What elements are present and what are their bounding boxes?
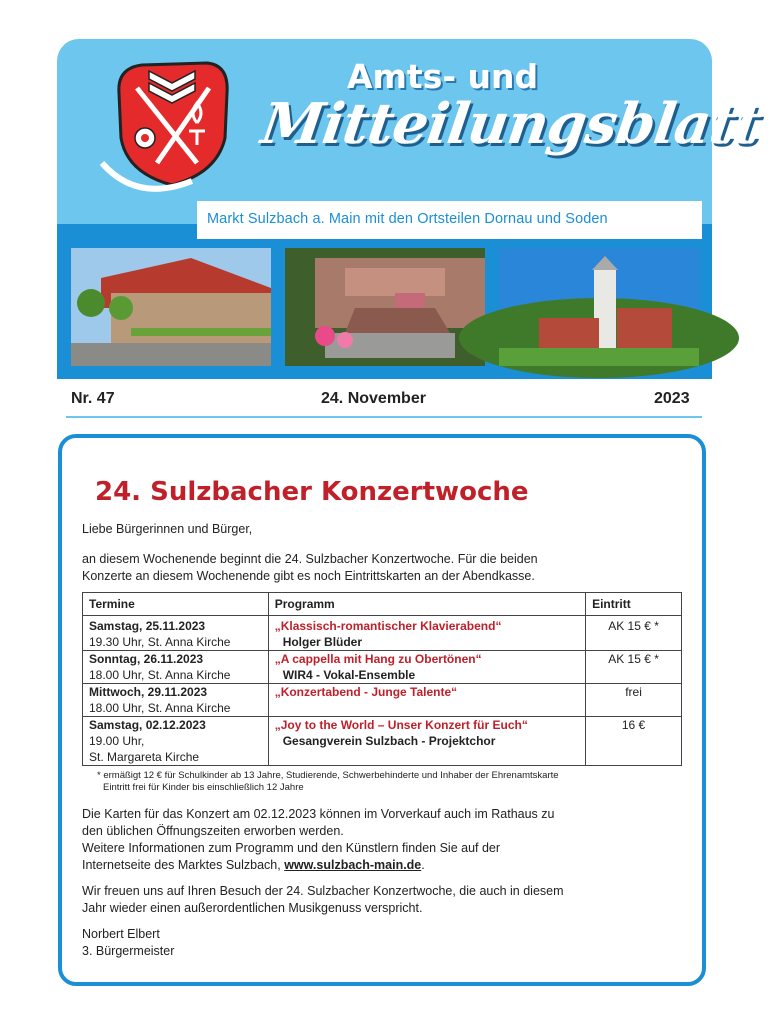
issue-year: 2023 [654, 390, 690, 407]
signature-role: 3. Bürgermeister [82, 944, 175, 958]
concert-date: Samstag, 25.11.2023 [89, 619, 206, 633]
para2-line-1: Die Karten für das Konzert am 02.12.2023 können im Vorverkauf auch im Rathaus zu [82, 807, 555, 821]
para2-line-2: den üblichen Öffnungszeiten erworben werden. [82, 824, 344, 838]
concert-program: „Konzertabend - Junge Talente“ [274, 685, 458, 699]
masthead-title-top: Amts- und [347, 57, 539, 96]
divider [66, 416, 702, 418]
concert-date: Sonntag, 26.11.2023 [89, 652, 204, 666]
concert-time: 18.00 Uhr, St. Anna Kirche [89, 668, 231, 682]
table-row [83, 684, 682, 717]
concert-artist: WIR4 - Vokal-Ensemble [282, 668, 416, 682]
issue-number: Nr. 47 [71, 390, 115, 407]
concert-place: St. Margareta Kirche [89, 750, 200, 764]
concert-price: frei [586, 684, 682, 717]
table-row [83, 616, 682, 651]
issue-date: 24. November [321, 390, 426, 407]
footnote-line-1: * ermäßigt 12 € für Schulkinder ab 13 Jahre, Studierende, Schwerbehinderte und Inhaber der Ehrenamtskarte [97, 770, 559, 781]
photo-town-wall [71, 248, 271, 366]
para3-line-2: Jahr wieder einen außerordentlichen Musikgenuss verspricht. [82, 901, 423, 915]
footnote-line-2: Eintritt frei für Kinder bis einschließlich 12 Jahre [103, 782, 304, 793]
column-header-eintritt: Eintritt [586, 593, 682, 616]
concert-artist: Gesangverein Sulzbach - Projektchor [282, 734, 496, 748]
concert-program: „Joy to the World – Unser Konzert für Euch“ [274, 718, 528, 732]
article-title: 24. Sulzbacher Konzertwoche [95, 477, 529, 507]
concert-program: „A cappella mit Hang zu Obertönen“ [274, 652, 482, 666]
concert-price: AK 15 € * [586, 651, 682, 684]
concert-price: AK 15 € * [586, 616, 682, 651]
para2-line-4: Internetseite des Marktes Sulzbach, www.sulzbach-main.de. [82, 858, 425, 872]
concert-time: 19.30 Uhr, St. Anna Kirche [89, 635, 231, 649]
intro-line-1: an diesem Wochenende beginnt die 24. Sulzbacher Konzertwoche. Für die beiden [82, 552, 538, 566]
table-row [83, 717, 682, 766]
concert-time: 18.00 Uhr, St. Anna Kirche [89, 701, 231, 715]
concert-date: Mittwoch, 29.11.2023 [89, 685, 208, 699]
signature-name: Norbert Elbert [82, 927, 160, 941]
concert-time: 19.00 Uhr, [89, 734, 145, 748]
concert-artist: Holger Blüder [282, 635, 363, 649]
concert-price: 16 € [586, 717, 682, 766]
intro-line-2: Konzerte an diesem Wochenende gibt es noch Eintrittskarten an der Abendkasse. [82, 569, 535, 583]
masthead [57, 39, 765, 379]
concert-date: Samstag, 02.12.2023 [89, 718, 206, 732]
column-header-termine: Termine [83, 593, 269, 616]
para2-line-3: Weitere Informationen zum Programm und den Künstlern finden Sie auf der [82, 841, 501, 855]
table-row [83, 651, 682, 684]
column-header-programm: Programm [268, 593, 585, 616]
greeting: Liebe Bürgerinnen und Bürger, [82, 522, 253, 536]
para3-line-1: Wir freuen uns auf Ihren Besuch der 24. Sulzbacher Konzertwoche, die auch in diesem [82, 884, 564, 898]
photo-church [499, 248, 699, 366]
concert-program: „Klassisch-romantischer Klavierabend“ [274, 619, 502, 633]
para2-line-4-text: Internetseite des Marktes Sulzbach, [82, 858, 281, 872]
footnote [97, 770, 677, 794]
coat-of-arms-icon [97, 53, 247, 193]
website-link[interactable]: www.sulzbach-main.de [284, 858, 422, 872]
photo-fountain [285, 248, 485, 366]
masthead-subtitle: Markt Sulzbach a. Main mit den Ortsteilen Dornau und Soden [207, 211, 608, 227]
masthead-title: Mitteilungsblatt [257, 91, 765, 157]
concert-table [82, 592, 682, 766]
